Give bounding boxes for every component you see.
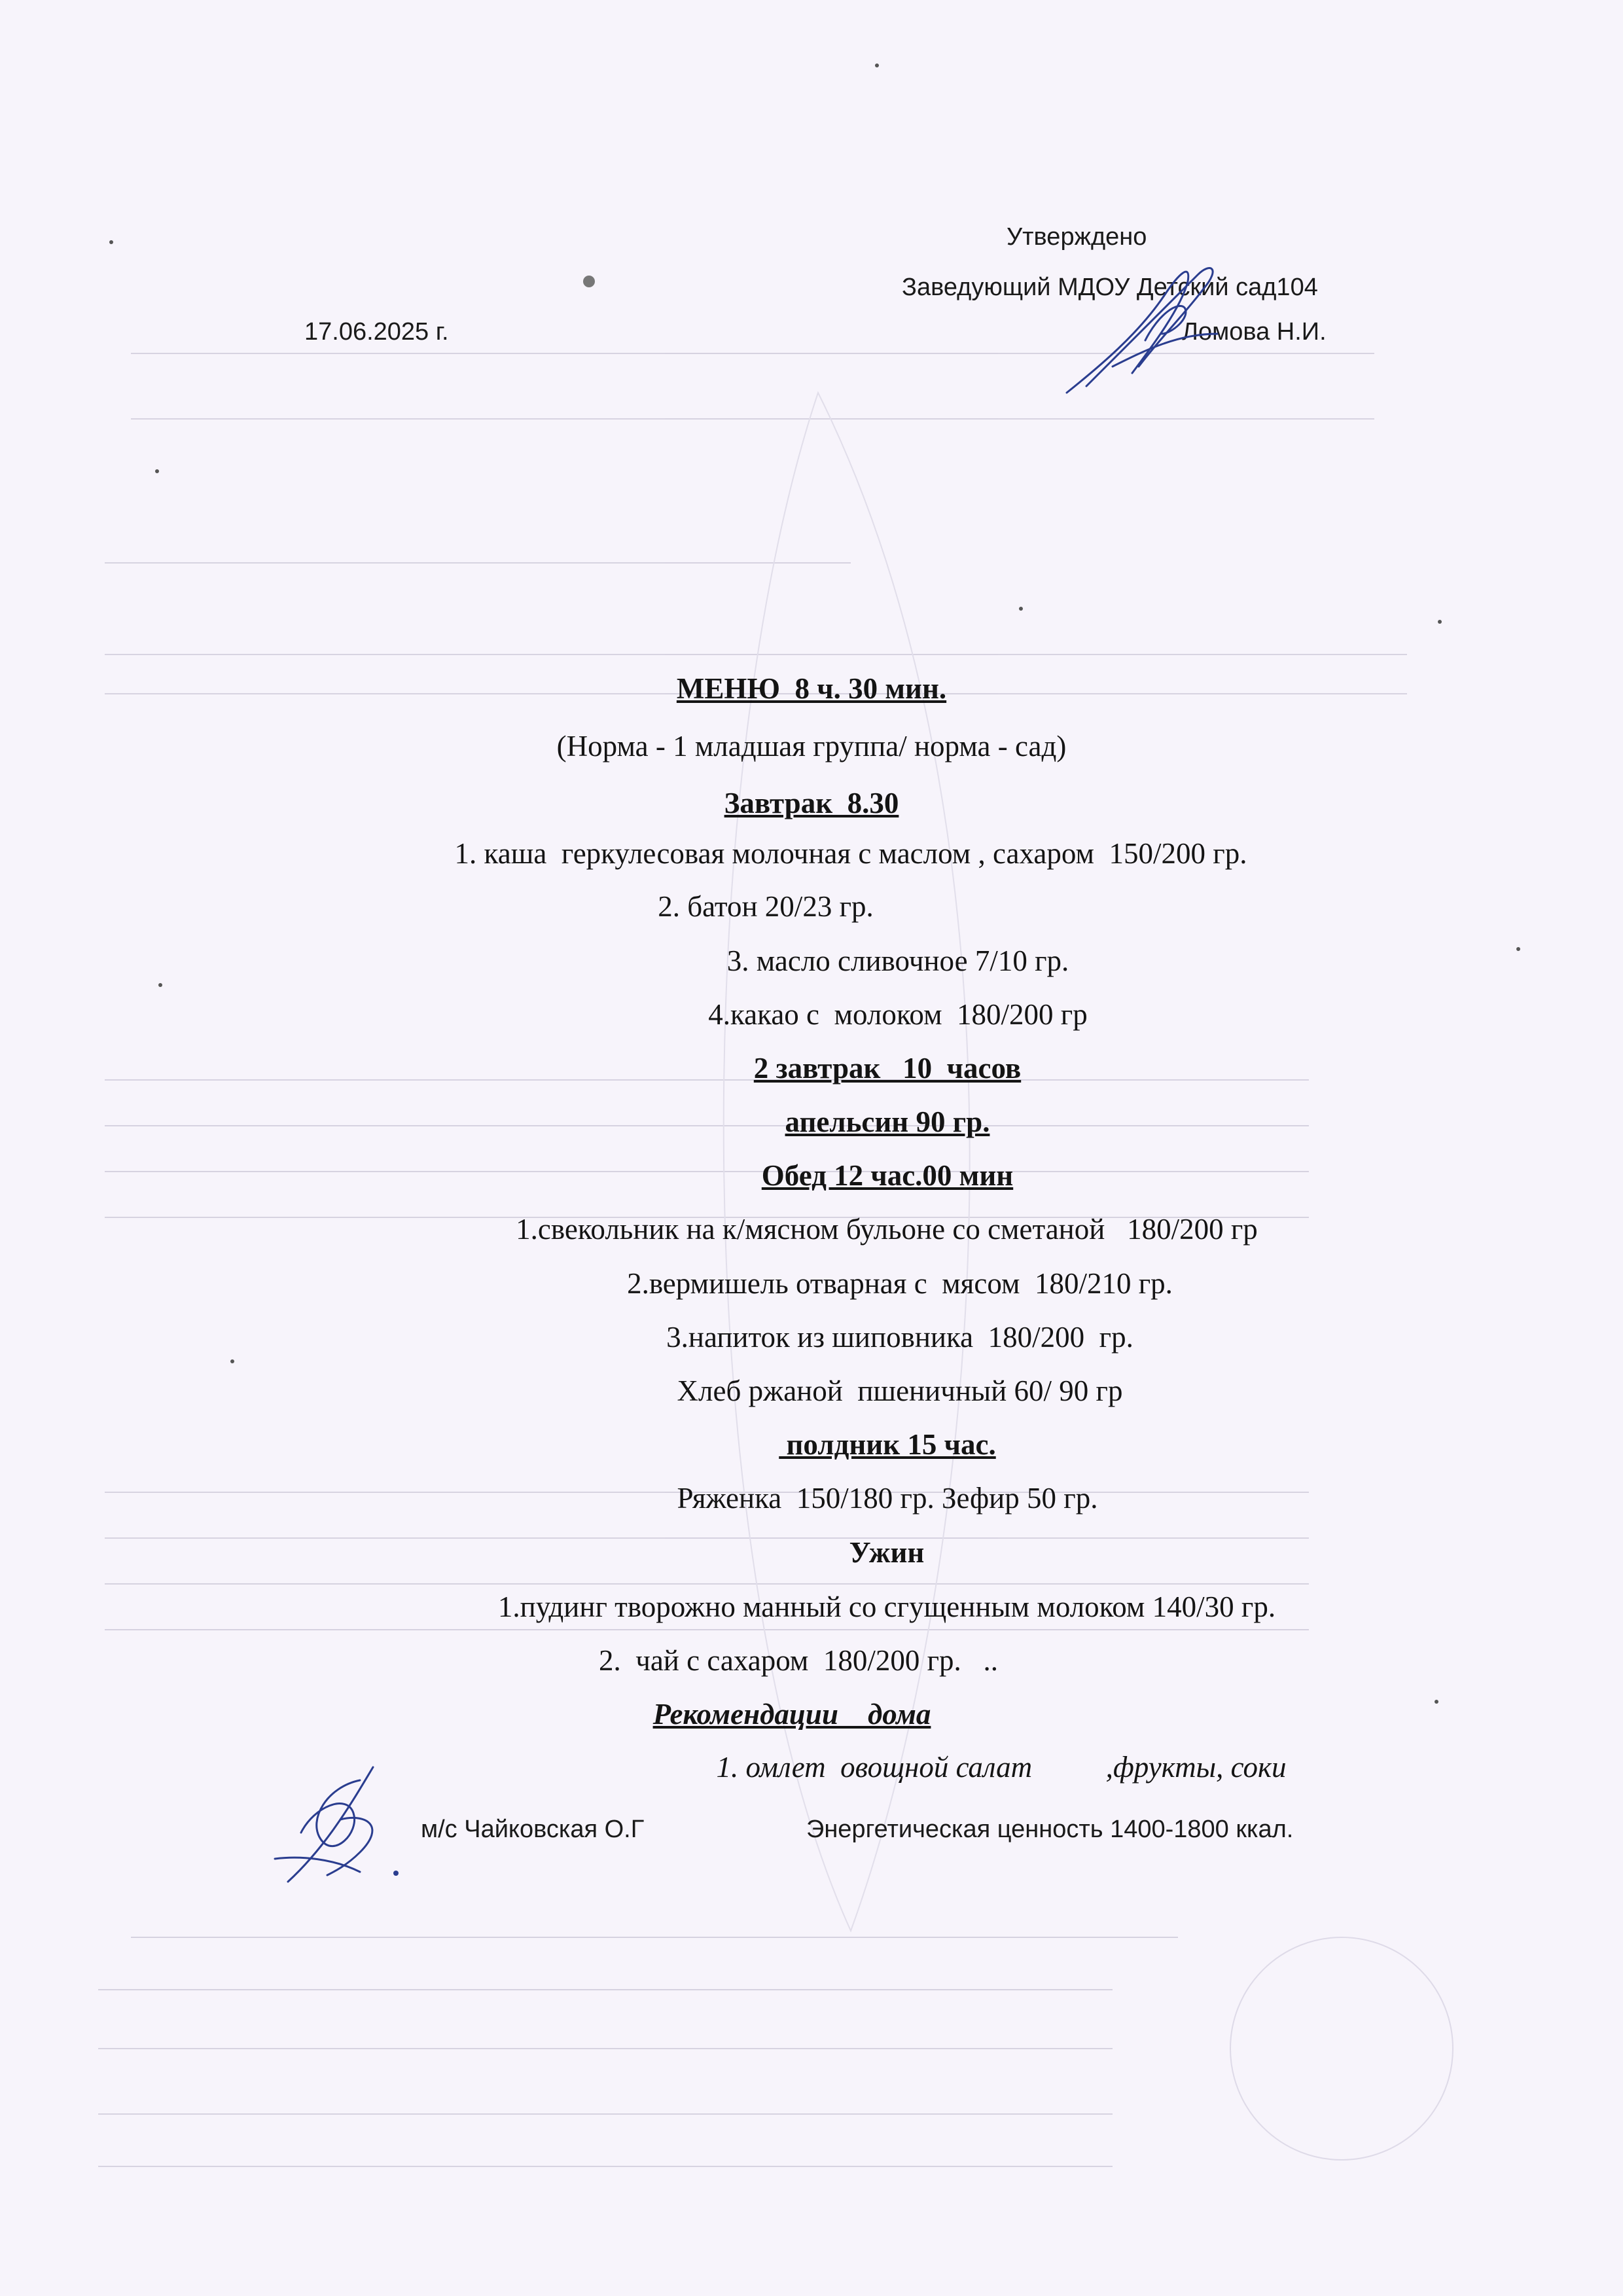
- breakfast-item-4: 4.какао с молоком 180/200 гр: [708, 998, 1088, 1031]
- lunch-item-1: 1.свекольник на к/мясном бульоне со сметаной 180/200 гр: [516, 1213, 1258, 1246]
- breakfast-item-1: 1. каша геркулесовая молочная с маслом , сахаром 150/200 гр.: [454, 837, 1247, 870]
- energy-value: Энергетическая ценность 1400-1800 ккал.: [806, 1816, 1294, 1843]
- nurse-signature: [262, 1761, 419, 1892]
- second-breakfast-heading: 2 завтрак 10 часов: [753, 1052, 1022, 1085]
- snack-heading: полдник 15 час.: [779, 1428, 996, 1461]
- breakfast-item-3: 3. масло сливочное 7/10 гр.: [726, 944, 1069, 977]
- dinner-item-1: 1.пудинг творожно манный со сгущенным молоком 140/30 гр.: [497, 1590, 1276, 1623]
- dinner-heading: Ужин: [849, 1536, 925, 1569]
- recommendations-heading: Рекомендации дома: [652, 1698, 931, 1731]
- breakfast-item-2: 2. батон 20/23 гр.: [658, 890, 874, 923]
- menu-subtitle: (Норма - 1 младшая группа/ норма - сад): [556, 730, 1067, 762]
- dinner-item-2: 2. чай с сахаром 180/200 гр. ..: [598, 1644, 999, 1677]
- breakfast-heading: Завтрак 8.30: [724, 787, 899, 819]
- approved-label: Утверждено: [1007, 223, 1147, 251]
- lunch-item-3: 3.напиток из шиповника 180/200 гр.: [666, 1321, 1133, 1354]
- lunch-item-4: Хлеб ржаной пшеничный 60/ 90 гр: [677, 1374, 1123, 1407]
- lunch-heading: Обед 12 час.00 мин: [761, 1159, 1014, 1192]
- director-signature: [1047, 236, 1243, 406]
- second-breakfast-item: апельсин 90 гр.: [785, 1105, 990, 1138]
- snack-item: Ряженка 150/180 гр. Зефир 50 гр.: [677, 1482, 1098, 1515]
- head-title: Заведующий МДОУ Детский сад104: [902, 274, 1318, 301]
- recommendation-item-1: 1. омлет овощной салат ,фрукты, соки: [716, 1751, 1287, 1784]
- document-date: 17.06.2025 г.: [304, 318, 449, 346]
- lunch-item-2: 2.вермишель отварная с мясом 180/210 гр.: [627, 1267, 1173, 1300]
- head-name: Ломова Н.И.: [1182, 318, 1327, 346]
- menu-title: МЕНЮ 8 ч. 30 мин.: [676, 672, 947, 705]
- nurse-name: м/с Чайковская О.Г: [421, 1816, 645, 1843]
